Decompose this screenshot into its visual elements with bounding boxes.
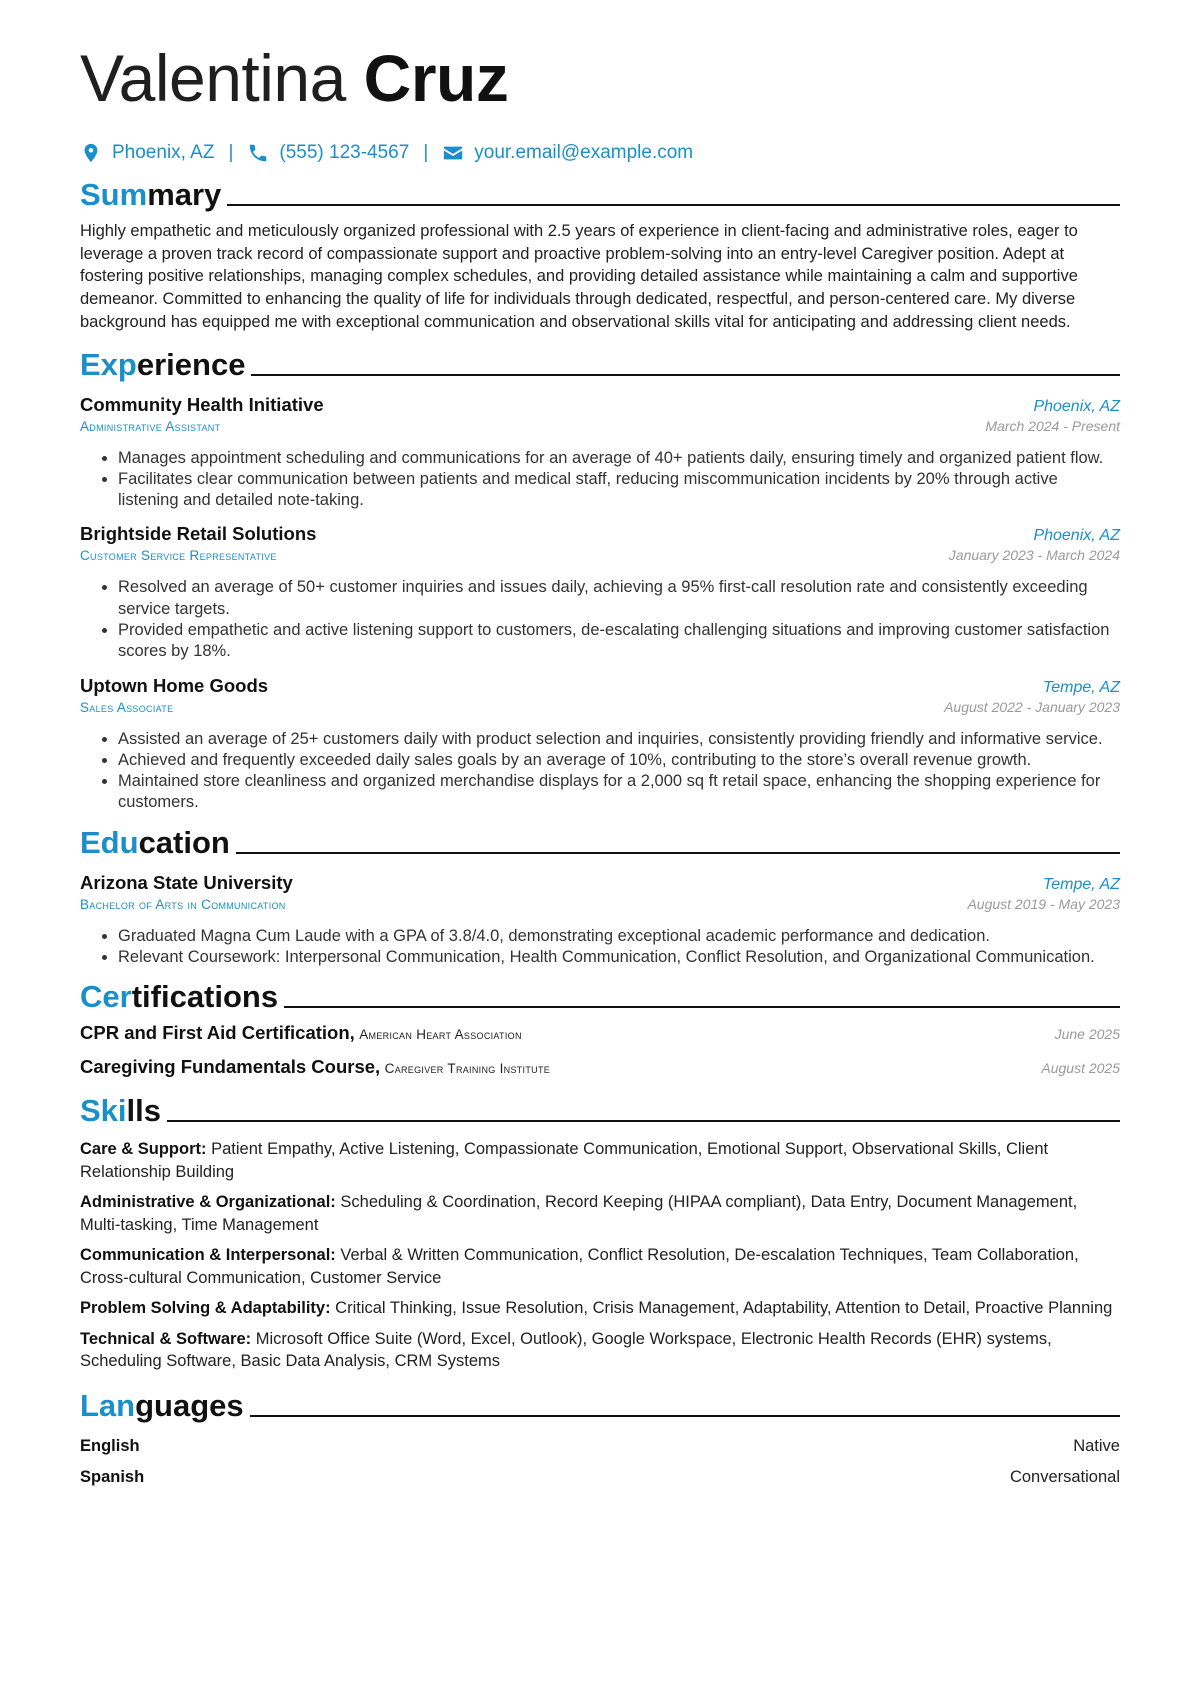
- language-name: English: [80, 1436, 140, 1455]
- skill-items: Critical Thinking, Issue Resolution, Crisis Management, Adaptability, Attention to Detail, Proactive Planning: [335, 1299, 1113, 1318]
- phone-text: (555) 123-4567: [279, 142, 410, 163]
- language-level: Native: [1073, 1436, 1120, 1455]
- experience-entry: [80, 675, 1120, 814]
- section-rule: [167, 1120, 1120, 1122]
- skill-group: [80, 1244, 1120, 1289]
- education-dates: August 2019 - May 2023: [967, 895, 1120, 912]
- section-header: [80, 1090, 1120, 1130]
- school-location: Tempe, AZ: [1042, 875, 1120, 893]
- certification-issuer: American Heart Association: [359, 1027, 522, 1043]
- section-rule: [227, 204, 1120, 206]
- skill-category: Administrative & Organizational:: [80, 1193, 336, 1212]
- list-item: • Provided empathetic and active listening support to customers, de-escalating challenging situations and improving customer satisfaction scores by 18%.: [118, 620, 1120, 663]
- list-item: • Resolved an average of 50+ customer inquiries and issues daily, achieving a 95% first-call resolution rate and consistently exceeding service targets.: [118, 577, 1120, 620]
- languages-section: [80, 1385, 1120, 1493]
- job-title: Customer Service Representative: [80, 548, 277, 564]
- candidate-name: [80, 38, 1120, 118]
- language-item: [80, 1431, 1120, 1462]
- employer-name: Uptown Home Goods: [80, 674, 269, 696]
- skill-category: Technical & Software:: [80, 1329, 252, 1348]
- certification-date: August 2025: [1041, 1060, 1120, 1077]
- last-name: Cruz: [363, 41, 509, 115]
- job-bullets: [80, 577, 1120, 662]
- skill-items: Scheduling & Coordination, Record Keeping (HIPAA compliant), Data Entry, Document Management, Multi-tasking, Time Management: [80, 1193, 1078, 1234]
- email-text: your.email@example.com: [474, 142, 694, 163]
- resume-page: [80, 38, 1120, 1493]
- certifications-section: [80, 976, 1120, 1090]
- job-bullets: [80, 729, 1120, 814]
- education-section: [80, 822, 1120, 969]
- experience-section: [80, 344, 1120, 814]
- section-title: Certifications: [80, 979, 279, 1015]
- degree-title: Bachelor of Arts in Communication: [80, 896, 286, 912]
- certification-date: June 2025: [1054, 1026, 1120, 1043]
- skill-items: Microsoft Office Suite (Word, Excel, Outlook), Google Workspace, Electronic Health Records (EHR) systems, Scheduling Software, Basic Data Analysis, CRM Systems: [80, 1329, 1052, 1371]
- summary-section: [80, 174, 1120, 334]
- job-dates: March 2024 - Present: [985, 417, 1120, 434]
- skills-section: [80, 1090, 1120, 1373]
- skill-group: [80, 1191, 1120, 1236]
- list-item: • Manages appointment scheduling and communications for an average of 40+ patients daily, ensuring timely and organized patient flow.: [118, 448, 1120, 469]
- section-header: [80, 174, 1120, 214]
- contact-location: [80, 142, 214, 164]
- location-text: Phoenix, AZ: [112, 142, 215, 163]
- skill-items: Verbal & Written Communication, Conflict Resolution, De-escalation Techniques, Team Collaboration, Cross-cultural Communication, Customer Service: [80, 1246, 1079, 1287]
- language-item: [80, 1462, 1120, 1493]
- section-header: [80, 1385, 1120, 1425]
- language-name: Spanish: [80, 1467, 145, 1486]
- envelope-icon: [442, 142, 464, 164]
- job-location: Phoenix, AZ: [1033, 397, 1120, 415]
- map-pin-icon: [80, 142, 102, 164]
- certification-name: CPR and First Aid Certification: [80, 1022, 350, 1044]
- job-bullets: [80, 448, 1120, 512]
- section-header: [80, 976, 1120, 1016]
- section-rule: [250, 1415, 1120, 1417]
- skill-category: Problem Solving & Adaptability:: [80, 1299, 331, 1318]
- certification-item: CPR and First Aid Certification, American Heart Association June 2025: [80, 1022, 1120, 1044]
- summary-text: Highly empathetic and meticulously organized professional with 2.5 years of experience in client-facing and administrative roles, eager to leverage a proven track record of compassionate support and proactive problem-solving into an entry-level Caregiver position. Adept at fostering positive relationships, managing complex schedules, and providing detailed assistance while maintaining a calm and supportive demeanor. Committed to enhancing the quality of life for individuals through dedicated, respectful, and person-centered care. My diverse background has equipped me with exceptional communication and observational skills vital for anticipating and addressing client needs.: [80, 222, 1078, 331]
- list-item: • Assisted an average of 25+ customers daily with product selection and inquiries, consistently providing friendly and informative service.: [118, 729, 1120, 750]
- job-location: Tempe, AZ: [1042, 678, 1120, 696]
- phone-icon: [247, 142, 269, 164]
- job-title: Sales Associate: [80, 699, 174, 715]
- contact-separator: |: [423, 142, 429, 163]
- skill-group: [80, 1297, 1120, 1320]
- experience-entry: [80, 394, 1120, 512]
- section-rule: [236, 852, 1120, 854]
- certification-issuer: Caregiver Training Institute: [384, 1061, 551, 1077]
- job-dates: January 2023 - March 2024: [948, 547, 1120, 564]
- certification-name: Caregiving Fundamentals Course: [80, 1056, 376, 1078]
- certification-item: Caregiving Fundamentals Course, Caregiver Training Institute August 2025: [80, 1056, 1120, 1078]
- contact-phone[interactable]: [247, 142, 409, 164]
- list-item: • Maintained store cleanliness and organized merchandise displays for a 2,000 sq ft retail space, enhancing the shopping experience for customers.: [118, 771, 1120, 814]
- section-title: Education: [80, 824, 230, 860]
- job-title: Administrative Assistant: [80, 418, 221, 434]
- education-bullets: [80, 926, 1120, 969]
- section-rule: [284, 1006, 1120, 1008]
- contact-bar: [80, 140, 1120, 166]
- contact-email[interactable]: [442, 142, 693, 164]
- section-title: Summary: [80, 177, 222, 212]
- section-title: Experience: [80, 346, 246, 382]
- section-header: [80, 344, 1120, 384]
- employer-name: Brightside Retail Solutions: [80, 523, 317, 545]
- job-dates: August 2022 - January 2023: [944, 698, 1120, 715]
- employer-name: Community Health Initiative: [80, 393, 324, 415]
- skill-items: Patient Empathy, Active Listening, Compassionate Communication, Emotional Support, Observational Skills, Client Relationship Building: [80, 1140, 1049, 1181]
- skill-category: Care & Support:: [80, 1140, 207, 1159]
- list-item: • Facilitates clear communication between patients and medical staff, reducing miscommunication incidents by 20% through active listening and detailed note-taking.: [118, 469, 1120, 512]
- language-level: Conversational: [1009, 1467, 1120, 1486]
- skill-group: [80, 1328, 1120, 1373]
- job-location: Phoenix, AZ: [1033, 527, 1120, 545]
- first-name: Valentina: [80, 41, 346, 115]
- section-title: Skills: [80, 1093, 161, 1129]
- experience-entry: [80, 523, 1120, 662]
- contact-separator: |: [228, 142, 234, 163]
- school-name: Arizona State University: [80, 871, 293, 893]
- education-entry: [80, 872, 1120, 969]
- section-rule: [251, 374, 1120, 376]
- list-item: • Graduated Magna Cum Laude with a GPA of 3.8/4.0, demonstrating exceptional academic performance and dedication.: [118, 926, 1120, 947]
- skill-group: [80, 1138, 1120, 1183]
- section-title: Languages: [80, 1387, 244, 1423]
- list-item: • Relevant Coursework: Interpersonal Communication, Health Communication, Conflict Resolution, and Organizational Communication.: [118, 947, 1120, 968]
- list-item: • Achieved and frequently exceeded daily sales goals by an average of 10%, contributing to the store’s overall revenue growth.: [118, 750, 1120, 771]
- skill-category: Communication & Interpersonal:: [80, 1246, 336, 1265]
- section-header: [80, 822, 1120, 862]
